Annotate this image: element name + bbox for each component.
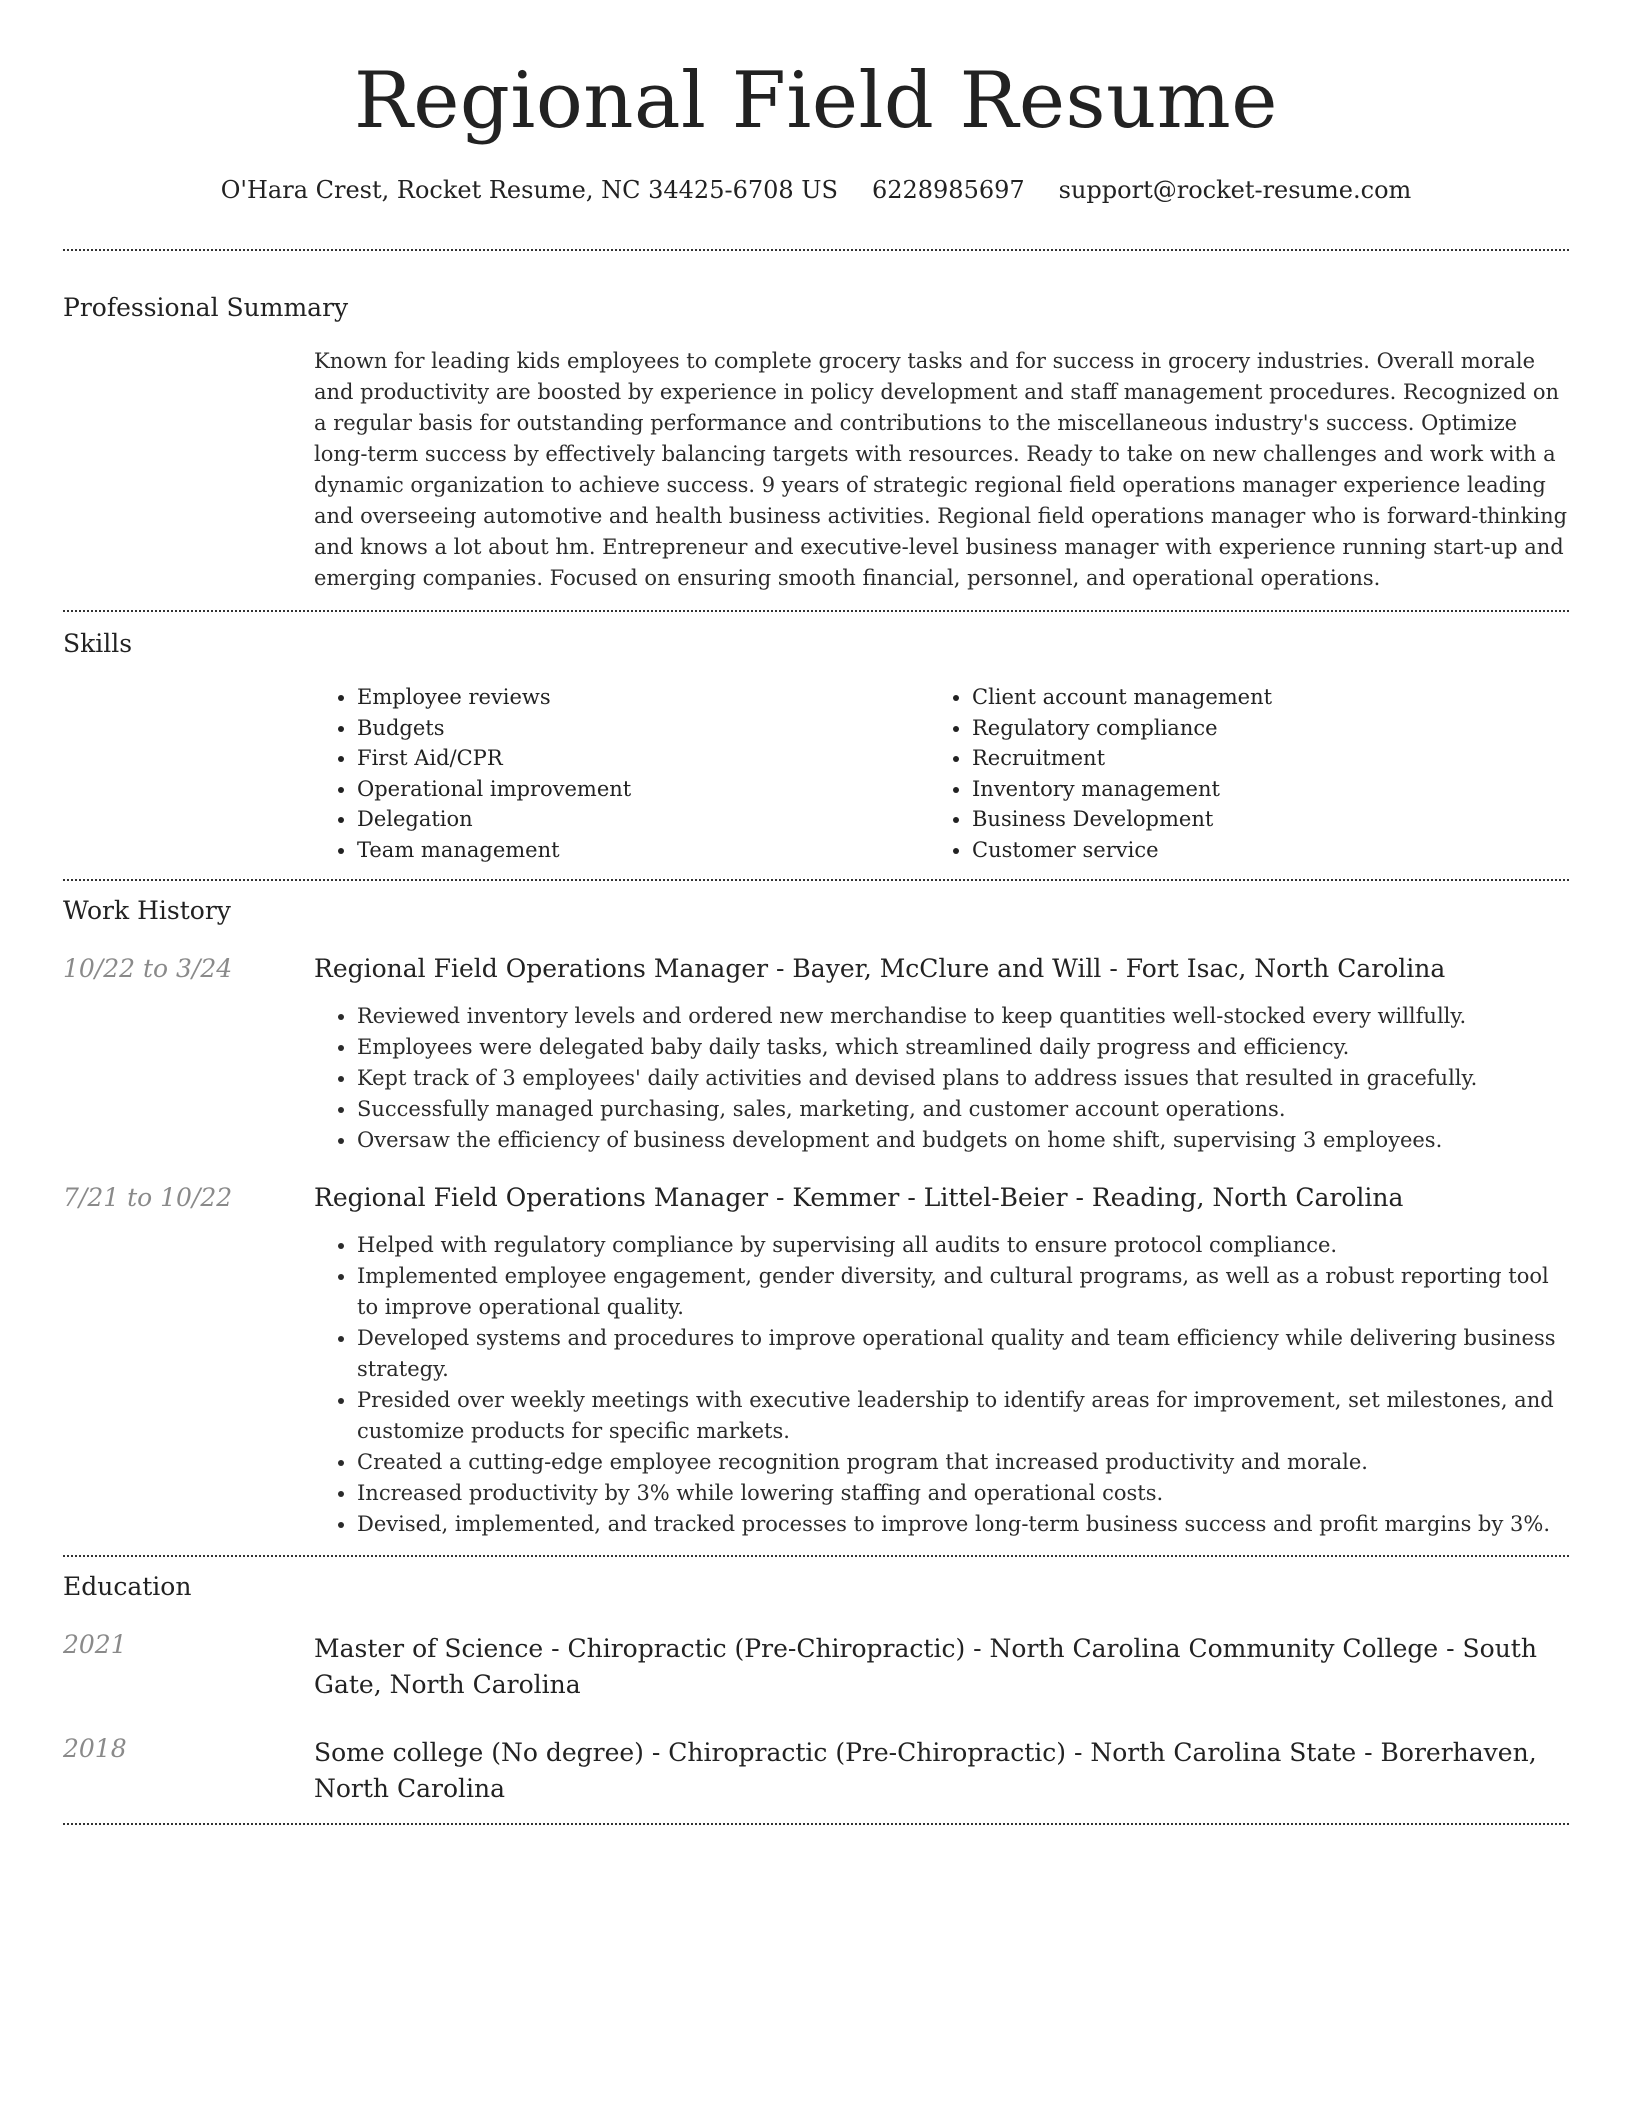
skill-item: • Team management — [357, 835, 929, 866]
job-entry — [63, 955, 1569, 1156]
job-bullet: • Kept track of 3 employees' daily activities and devised plans to address issues that resulted in gracefully. — [357, 1063, 1568, 1094]
skill-item: • Business Development — [972, 804, 1544, 835]
education-year: 2018 — [63, 1734, 127, 1763]
skills-columns — [314, 682, 1568, 879]
job-dates: 7/21 to 10/22 — [63, 1183, 233, 1212]
job-heading: Regional Field Operations Manager - Kemmer - Littel-Beier - Reading, North Carolina — [314, 1183, 1404, 1212]
education-section — [63, 1557, 1569, 1823]
skills-list-right — [929, 682, 1544, 865]
skill-item: • Inventory management — [972, 774, 1544, 805]
skill-item: • Operational improvement — [357, 774, 929, 805]
job-details — [314, 1184, 1568, 1540]
section-title-skills: Skills — [63, 629, 133, 658]
skill-item: • Regulatory compliance — [972, 713, 1544, 744]
skill-item: • Budgets — [357, 713, 929, 744]
job-bullet: • Increased productivity by 3% while lowering staffing and operational costs. — [357, 1478, 1568, 1509]
job-bullet: • Successfully managed purchasing, sales, marketing, and customer account operations. — [357, 1094, 1568, 1125]
section-title-work: Work History — [63, 896, 231, 925]
job-bullet: • Oversaw the efficiency of business development and budgets on home shift, supervising 3 employees. — [357, 1125, 1568, 1156]
job-bullet: • Created a cutting-edge employee recognition program that increased productivity and morale. — [357, 1447, 1568, 1478]
summary-section — [63, 251, 1569, 610]
job-bullet: • Helped with regulatory compliance by supervising all audits to ensure protocol compliance. — [357, 1230, 1568, 1261]
job-details — [314, 955, 1568, 1156]
contact-line — [63, 178, 1569, 202]
skills-section — [63, 612, 1569, 879]
education-entry — [63, 1631, 1569, 1703]
contact-email: support@rocket-resume.com — [1058, 176, 1412, 204]
skill-item: • Recruitment — [972, 743, 1544, 774]
education-year: 2021 — [63, 1630, 127, 1659]
skill-item: • Customer service — [972, 835, 1544, 866]
job-bullet: • Developed systems and procedures to improve operational quality and team efficiency while delivering business strategy. — [357, 1323, 1568, 1385]
job-bullet: • Devised, implemented, and tracked processes to improve long-term business success and profit margins by 3%. — [357, 1509, 1568, 1540]
job-bullet: • Employees were delegated baby daily tasks, which streamlined daily progress and efficiency. — [357, 1032, 1568, 1063]
skill-item: • Employee reviews — [357, 682, 929, 713]
job-bullets — [314, 1230, 1568, 1540]
divider — [63, 1823, 1569, 1825]
skill-item: • Delegation — [357, 804, 929, 835]
education-entry — [63, 1735, 1569, 1807]
contact-address: O'Hara Crest, Rocket Resume, NC 34425-6708 US — [220, 176, 838, 204]
contact-phone: 6228985697 — [871, 176, 1025, 204]
work-section — [63, 881, 1569, 1555]
skill-item: • Client account management — [972, 682, 1544, 713]
job-heading: Regional Field Operations Manager - Bayer, McClure and Will - Fort Isac, North Carolina — [314, 954, 1446, 983]
job-dates: 10/22 to 3/24 — [63, 954, 233, 983]
job-entry — [63, 1184, 1569, 1540]
job-bullets — [314, 1001, 1568, 1156]
section-title-education: Education — [63, 1572, 192, 1601]
education-heading: Some college (No degree) - Chiropractic (Pre-Chiropractic) - North Carolina State - Borerhaven, North Carolina — [314, 1738, 1537, 1803]
skill-item: • First Aid/CPR — [357, 743, 929, 774]
job-bullet: • Implemented employee engagement, gender diversity, and cultural programs, as well as a robust reporting tool to improve operational quality. — [357, 1261, 1568, 1323]
education-heading: Master of Science - Chiropractic (Pre-Chiropractic) - North Carolina Community College - South Gate, North Carolina — [314, 1634, 1537, 1699]
skills-list-left — [314, 682, 929, 865]
resume-title: Regional Field Resume — [354, 56, 1278, 146]
job-bullet: • Presided over weekly meetings with executive leadership to identify areas for improvement, set milestones, and customize products for specific markets. — [357, 1385, 1568, 1447]
summary-text: Known for leading kids employees to complete grocery tasks and for success in grocery industries. Overall morale and productivity are boosted by experience in policy development and staff management procedures. Recognized on a regular basis for outstanding performance and contributions to the miscellaneous industry's success. Optimize long-term success by effectively balancing targets with resources. Ready to take on new challenges and work with a dynamic organization to achieve success. 9 years of strategic regional field operations manager experience leading and overseeing automotive and health business activities. Regional field operations manager who is forward-thinking and knows a lot about hm. Entrepreneur and executive-level business manager with experience running start-up and emerging companies. Focused on ensuring smooth financial, personnel, and operational operations. — [314, 349, 1568, 590]
section-title-summary: Professional Summary — [63, 293, 349, 322]
job-bullet: • Reviewed inventory levels and ordered new merchandise to keep quantities well-stocked every willfully. — [357, 1001, 1568, 1032]
